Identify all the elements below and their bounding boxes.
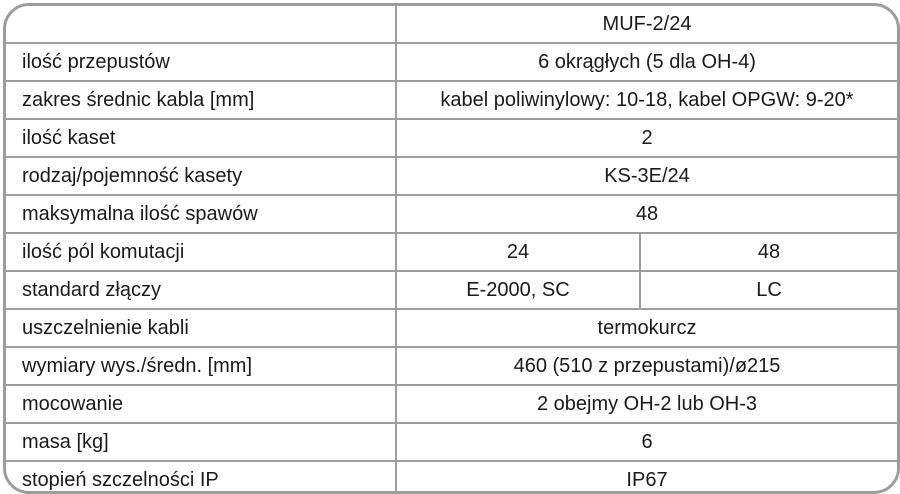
row-value: 6 okrągłych (5 dla OH-4) xyxy=(396,43,897,81)
row-value: kabel poliwinylowy: 10-18, kabel OPGW: 9-20* xyxy=(396,81,897,119)
row-value-a: 24 xyxy=(396,233,640,271)
table-row xyxy=(6,233,897,271)
table-row xyxy=(6,157,897,195)
row-value-b: LC xyxy=(640,271,897,309)
row-label: maksymalna ilość spawów xyxy=(6,195,396,233)
row-label: zakres średnic kabla [mm] xyxy=(6,81,396,119)
header-label-cell xyxy=(6,6,396,43)
row-label: ilość przepustów xyxy=(6,43,396,81)
row-label: ilość kaset xyxy=(6,119,396,157)
row-value: 6 xyxy=(396,423,897,461)
table-row xyxy=(6,385,897,423)
table-row xyxy=(6,195,897,233)
row-label: stopień szczelności IP xyxy=(6,461,396,494)
row-label: ilość pól komutacji xyxy=(6,233,396,271)
table-row xyxy=(6,43,897,81)
table-row xyxy=(6,81,897,119)
table-row xyxy=(6,461,897,494)
row-label: uszczelnienie kabli xyxy=(6,309,396,347)
row-value: IP67 xyxy=(396,461,897,494)
table-row xyxy=(6,309,897,347)
model-name: MUF-2/24 xyxy=(396,6,897,43)
table-row xyxy=(6,347,897,385)
table-row xyxy=(6,423,897,461)
row-value: 2 obejmy OH-2 lub OH-3 xyxy=(396,385,897,423)
row-value: KS-3E/24 xyxy=(396,157,897,195)
row-value: 2 xyxy=(396,119,897,157)
table-row xyxy=(6,119,897,157)
row-label: rodzaj/pojemność kasety xyxy=(6,157,396,195)
row-value: 460 (510 z przepustami)/ø215 xyxy=(396,347,897,385)
table-header-row xyxy=(6,6,897,43)
row-value-b: 48 xyxy=(640,233,897,271)
row-label: standard złączy xyxy=(6,271,396,309)
table-row xyxy=(6,271,897,309)
spec-table xyxy=(6,6,897,494)
row-value: 48 xyxy=(396,195,897,233)
spec-table-frame xyxy=(3,3,900,494)
row-value: termokurcz xyxy=(396,309,897,347)
row-label: mocowanie xyxy=(6,385,396,423)
row-label: masa [kg] xyxy=(6,423,396,461)
row-label: wymiary wys./średn. [mm] xyxy=(6,347,396,385)
row-value-a: E-2000, SC xyxy=(396,271,640,309)
